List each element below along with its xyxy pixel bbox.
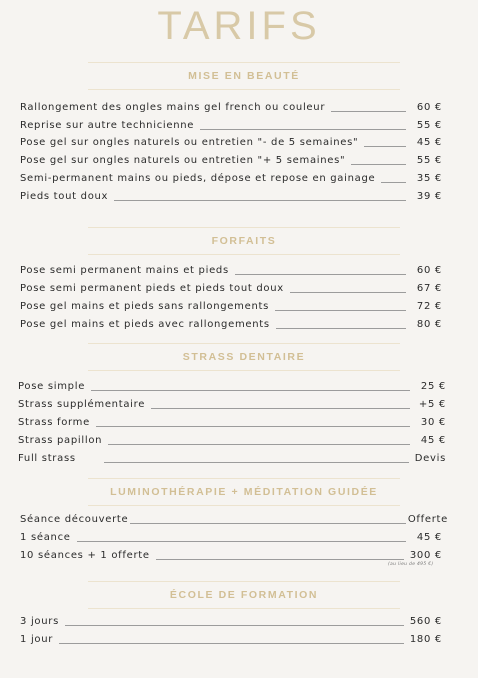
item-price: 39 € — [416, 191, 442, 202]
dot-leader — [59, 643, 404, 644]
price-row — [20, 262, 442, 278]
price-row — [18, 432, 446, 448]
dot-leader — [130, 523, 405, 524]
price-row — [20, 631, 442, 647]
dot-leader — [104, 462, 409, 463]
section-heading-mise-en-beaute: MISE EN BEAUTÉ — [88, 62, 400, 90]
dot-leader — [331, 111, 406, 112]
item-price: 55 € — [416, 120, 442, 131]
page-title: TARIFS — [157, 4, 321, 48]
dot-leader — [108, 444, 410, 445]
item-label: 3 jours — [20, 616, 59, 627]
price-row — [20, 117, 442, 133]
price-row — [20, 280, 442, 296]
price-row — [20, 298, 442, 314]
item-label: Pose gel sur ongles naturels ou entretien "- de 5 semaines" — [20, 137, 359, 148]
price-row — [20, 99, 442, 115]
dot-leader — [351, 164, 406, 165]
item-price: Devis — [414, 453, 446, 464]
item-label: Semi-permanent mains ou pieds, dépose et repose en gainage — [20, 173, 376, 184]
price-note: (au lieu de 495 €) — [388, 562, 434, 567]
item-label: Rallongement des ongles mains gel french ou couleur — [20, 102, 326, 113]
item-price: 180 € — [409, 634, 442, 645]
dot-leader — [156, 559, 404, 560]
section-heading-luminotherapie: LUMINOTHÉRAPIE + MÉDITATION GUIDÉE — [88, 478, 400, 506]
dot-leader — [275, 310, 406, 311]
item-price: Offerte — [407, 514, 448, 525]
price-row — [20, 613, 442, 629]
item-label: Full strass — [18, 453, 76, 464]
item-label: Séance découverte — [20, 514, 129, 525]
item-price: 35 € — [416, 173, 442, 184]
item-label: 10 séances + 1 offerte — [20, 550, 150, 561]
price-row — [20, 170, 442, 186]
item-label: Strass supplémentaire — [18, 399, 146, 410]
price-row — [20, 529, 442, 545]
price-row — [18, 378, 446, 394]
item-price: 45 € — [416, 532, 442, 543]
item-price: 30 € — [420, 417, 446, 428]
item-price: 60 € — [416, 102, 442, 113]
item-label: Pieds tout doux — [20, 191, 109, 202]
item-price: 67 € — [416, 283, 442, 294]
item-price: 80 € — [416, 319, 442, 330]
dot-leader — [96, 426, 410, 427]
section-heading-strass-dentaire: STRASS DENTAIRE — [88, 343, 400, 371]
dot-leader — [200, 129, 406, 130]
item-price: 55 € — [416, 155, 442, 166]
item-price: 45 € — [416, 137, 442, 148]
item-label: Strass forme — [18, 417, 90, 428]
item-price: 25 € — [420, 381, 446, 392]
price-row — [20, 152, 442, 168]
item-price: 72 € — [416, 301, 442, 312]
item-label: Reprise sur autre technicienne — [20, 120, 195, 131]
price-row — [20, 188, 442, 204]
item-label: Pose gel sur ongles naturels ou entretien "+ 5 semaines" — [20, 155, 346, 166]
item-label: Pose gel mains et pieds sans rallongements — [20, 301, 270, 312]
dot-leader — [364, 146, 406, 147]
item-label: Pose gel mains et pieds avec rallongements — [20, 319, 270, 330]
dot-leader — [235, 274, 406, 275]
item-label: Pose semi permanent mains et pieds — [20, 265, 229, 276]
dot-leader — [91, 390, 410, 391]
price-row — [18, 414, 446, 430]
dot-leader — [381, 182, 406, 183]
item-label: Strass papillon — [18, 435, 103, 446]
item-label: Pose semi permanent pieds et pieds tout doux — [20, 283, 284, 294]
item-price: +5 € — [418, 399, 446, 410]
item-label: 1 jour — [20, 634, 54, 645]
dot-leader — [276, 328, 406, 329]
item-price: 60 € — [416, 265, 442, 276]
price-row — [18, 396, 446, 412]
section-heading-ecole-de-formation: ÉCOLE DE FORMATION — [88, 581, 400, 609]
section-heading-forfaits: FORFAITS — [88, 227, 400, 255]
dot-leader — [290, 292, 406, 293]
item-price: 300 € — [409, 550, 442, 561]
item-price: 45 € — [420, 435, 446, 446]
price-row — [20, 511, 448, 527]
item-label: 1 séance — [20, 532, 71, 543]
item-price: 560 € — [409, 616, 442, 627]
dot-leader — [114, 200, 406, 201]
item-label: Pose simple — [18, 381, 86, 392]
dot-leader — [65, 625, 404, 626]
dot-leader — [77, 541, 406, 542]
price-row — [18, 450, 446, 466]
price-row — [20, 134, 442, 150]
dot-leader — [151, 408, 410, 409]
price-row — [20, 316, 442, 332]
price-row — [20, 547, 442, 563]
